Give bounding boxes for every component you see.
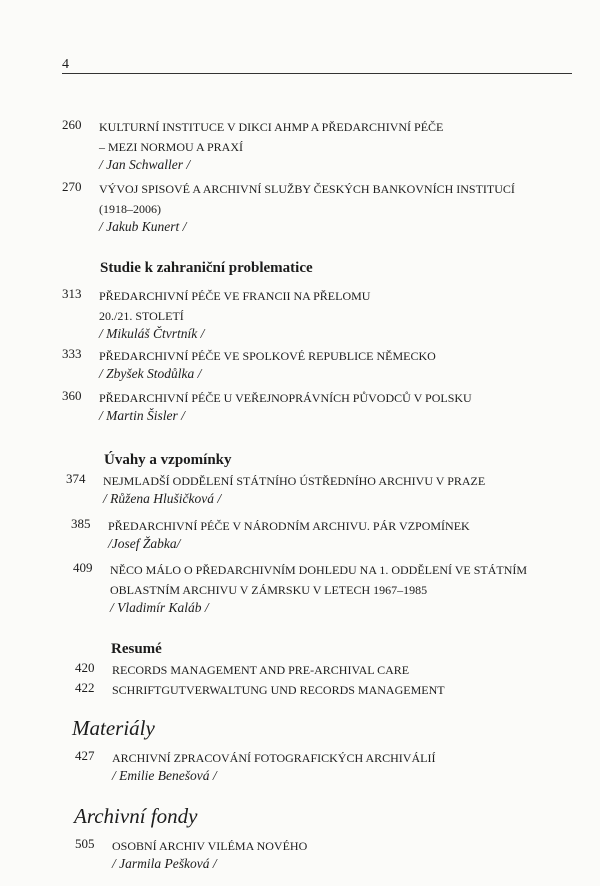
top-rule <box>62 73 572 74</box>
entry-title: PŘEDARCHIVNÍ PÉČE V NÁRODNÍM ARCHIVU. PÁR VZPOMÍNEK <box>108 519 470 533</box>
entry-author: /Josef Žabka/ <box>108 536 181 551</box>
page-ref: 333 <box>62 346 82 361</box>
entry-title: VÝVOJ SPISOVÉ A ARCHIVNÍ SLUŽBY ČESKÝCH BANKOVNÍCH INSTITUCÍ <box>99 182 515 196</box>
page-ref: 420 <box>75 660 95 675</box>
entry-title: PŘEDARCHIVNÍ PÉČE VE FRANCII NA PŘELOMU <box>99 289 371 303</box>
entry-title: ARCHIVNÍ ZPRACOVÁNÍ FOTOGRAFICKÝCH ARCHIVÁLIÍ <box>112 751 436 765</box>
page-number: 4 <box>62 57 69 72</box>
entry-title-cont: (1918–2006) <box>99 202 161 216</box>
entry-author: / Zbyšek Stodůlka / <box>99 366 202 381</box>
entry-author: / Růžena Hlušičková / <box>103 491 222 506</box>
entry-author: / Jan Schwaller / <box>99 157 191 172</box>
section-heading: Studie k zahraniční problematice <box>100 260 313 276</box>
entry-title: RECORDS MANAGEMENT AND PRE-ARCHIVAL CARE <box>112 663 410 677</box>
major-section-heading: Archivní fondy <box>74 804 198 828</box>
page-ref: 422 <box>75 680 95 695</box>
entry-title: PŘEDARCHIVNÍ PÉČE U VEŘEJNOPRÁVNÍCH PŮVODCŮ V POLSKU <box>99 391 472 405</box>
entry-title-cont: – MEZI NORMOU A PRAXÍ <box>99 140 244 154</box>
entry-title-cont: OBLASTNÍM ARCHIVU V ZÁMRSKU V LETECH 1967–1985 <box>110 583 428 597</box>
page-ref: 313 <box>62 286 82 301</box>
page-ref: 260 <box>62 117 82 132</box>
entry-author: / Vladimír Kaláb / <box>110 600 209 615</box>
entry-title: NĚCO MÁLO O PŘEDARCHIVNÍM DOHLEDU NA 1. ODDĚLENÍ VE STÁTNÍM <box>110 563 528 577</box>
section-heading: Resumé <box>111 641 162 657</box>
page-ref: 360 <box>62 388 82 403</box>
page-ref: 385 <box>71 516 91 531</box>
page-ref: 505 <box>75 836 95 851</box>
entry-author: / Emilie Benešová / <box>112 768 217 783</box>
entry-author: / Jarmila Pešková / <box>112 856 217 871</box>
entry-author: / Mikuláš Čtvrtník / <box>99 326 205 341</box>
entry-title-cont: 20./21. STOLETÍ <box>99 309 184 323</box>
entry-title: SCHRIFTGUTVERWALTUNG UND RECORDS MANAGEMENT <box>112 683 445 697</box>
page-ref: 374 <box>66 471 86 486</box>
page-ref: 270 <box>62 179 82 194</box>
entry-title: PŘEDARCHIVNÍ PÉČE VE SPOLKOVÉ REPUBLICE NĚMECKO <box>99 349 436 363</box>
entry-author: / Martin Šisler / <box>99 408 185 423</box>
page-ref: 427 <box>75 748 95 763</box>
entry-title: OSOBNÍ ARCHIV VILÉMA NOVÉHO <box>112 839 308 853</box>
major-section-heading: Materiály <box>72 716 155 740</box>
section-heading: Úvahy a vzpomínky <box>104 452 232 468</box>
entry-author: / Jakub Kunert / <box>99 219 187 234</box>
page-ref: 409 <box>73 560 93 575</box>
entry-title: NEJMLADŠÍ ODDĚLENÍ STÁTNÍHO ÚSTŘEDNÍHO ARCHIVU V PRAZE <box>103 474 486 488</box>
entry-title: KULTURNÍ INSTITUCE V DIKCI AHMP A PŘEDARCHIVNÍ PÉČE <box>99 120 444 134</box>
